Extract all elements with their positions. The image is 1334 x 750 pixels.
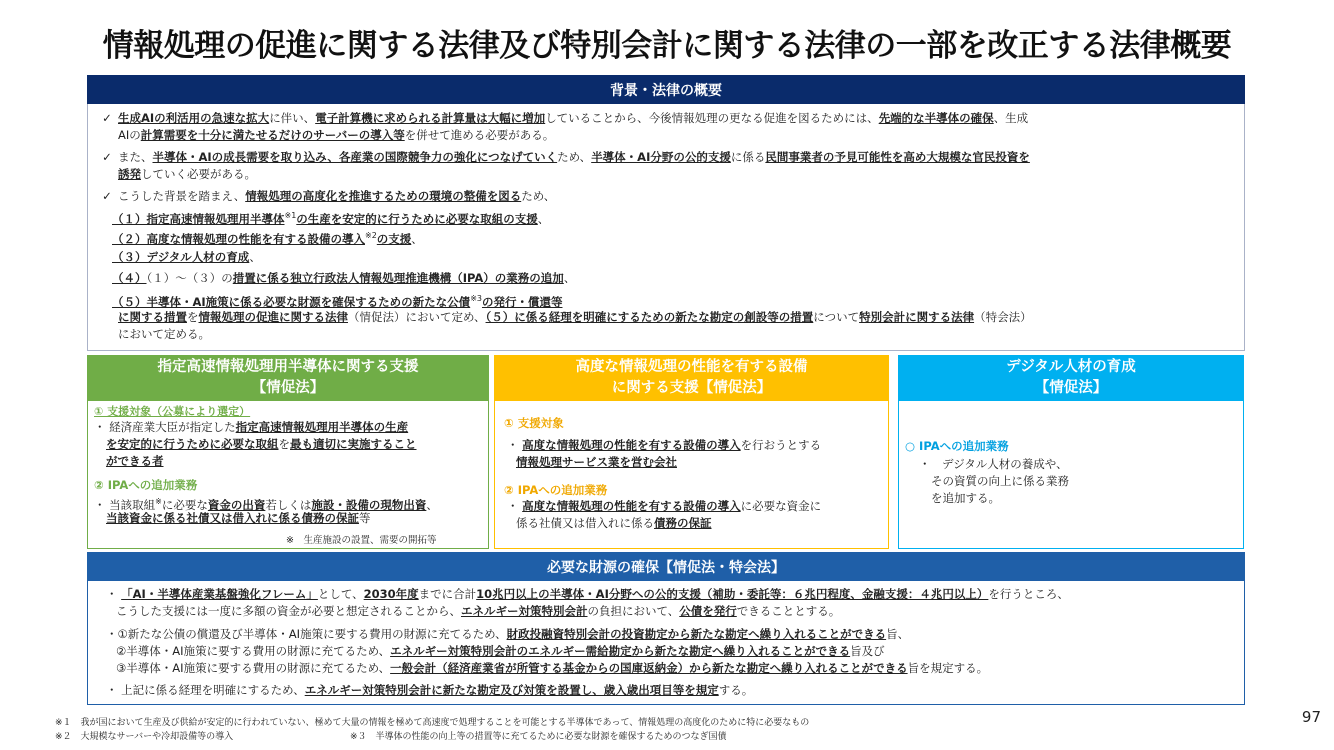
col1-header: 指定高速情報処理用半導体に関する支援 【情促法】 [87,355,489,401]
col2-sub2: ② IPAへの追加業務 [504,483,608,497]
bg-bullet-1: ✓ 生成AIの利活用の急速な拡大に伴い、電子計算機に求められる計算量は大幅に増加していることから、今後情報処理の更なる促進を図るためには、先端的な半導体の確保、生成 [96,110,1028,126]
col1-sub1: ① 支援対象（公募により選定） [94,405,251,418]
fin-p2-1: ・①新たな公債の償還及び半導体・AI施策に要する費用の財源に充てるため、財政投融資特別会計の投資勘定から新たな勘定へ繰り入れることができる旨、 [106,627,910,641]
footnote-1: ※１ 我が国において生産及び供給が安定的に行われていない、極めて大量の情報を極めて高速度で処理することを可能とする半導体であって、情報処理の高度化のために特に必要なもの [55,718,810,728]
footnote-3: ※３ 半導体の性能の向上等の措置等に充てるために必要な財源を確保するためのつなぎ国債 [350,732,727,742]
footnote-2: ※２ 大規模なサーバーや冷却設備等の導入 [55,732,234,742]
fin-p1: ・ 「AI・半導体産業基盤強化フレーム」として、2030年度までに合計10兆円以上の半導体・AI分野への公的支援（補助・委託等：６兆円程度、金融支援：４兆円以上）を行うところ、 [106,587,1069,601]
col3-sub1: ○ IPAへの追加業務 [905,439,1009,453]
col1-text2a: ・ 当該取組※に必要な資金の出資若しくは施設・設備の現物出資、 [94,497,438,512]
col2-header: 高度な情報処理の性能を有する設備 に関する支援【情促法】 [494,355,889,401]
col3-text1: ・ デジタル人材の養成や、 [919,457,1068,471]
bg-item-4: （４）（１）～（３）の措置に係る独立行政法人情報処理推進機構（IPA）の業務の追加、 [112,271,576,285]
col2-text2b: 係る社債又は借入れに係る債務の保証 [516,516,712,530]
col2-text1a: ・ 高度な情報処理の性能を有する設備の導入を行おうとする [507,438,822,452]
finance-header: 必要な財源の確保【情促法・特会法】 [87,552,1245,581]
page-number: 97 [1301,708,1321,726]
bg-bullet-2-cont: 誘発していく必要がある。 [118,167,256,181]
fin-p3: ・ 上記に係る経理を明確にするため、エネルギー対策特別会計に新たな勘定及び対策を設置し、歳入歳出項目等を規定する。 [106,683,754,697]
col1-note: ※ 生産施設の設置、需要の開拓等 [286,535,437,546]
col2-text2a: ・ 高度な情報処理の性能を有する設備の導入に必要な資金に [507,499,822,513]
check-icon: ✓ [102,189,112,203]
col3-box [898,401,1244,549]
col1-text1a: ・ 経済産業大臣が指定した指定高速情報処理用半導体の生産 [94,420,409,434]
check-icon: ✓ [102,150,112,164]
bg-item-5: （５）半導体・AI施策に係る必要な財源を確保するための新たな公債$^{※3}$の発行・償還等 [112,294,563,309]
bg-bullet-1-cont: AIの計算需要を十分に満たせるだけのサーバーの導入等を併せて進める必要がある。 [118,128,555,142]
check-icon: ✓ [102,111,112,125]
col2-box [494,401,889,549]
background-box [87,104,1245,351]
finance-box [87,581,1245,705]
col3-text3: を追加する。 [931,491,1000,505]
fin-p1-cont: こうした支援には一度に多額の資金が必要と想定されることから、エネルギー対策特別会計の負担において、公債を発行できることとする。 [116,604,841,618]
col1-sub2: ② IPAへの追加業務 [94,478,198,492]
col3-text2: その資質の向上に係る業務 [931,474,1069,488]
fin-p2-2: ②半導体・AI施策に要する費用の財源に充てるため、エネルギー対策特別会計のエネルギー需給勘定から新たな勘定へ繰り入れることができる旨及び [116,644,885,658]
col1-text1c: ができる者 [106,454,164,468]
col3-header: デジタル人材の育成 【情促法】 [898,355,1244,401]
col2-sub1: ① 支援対象 [504,416,564,430]
bg-bullet-2: ✓ また、半導体・AIの成長需要を取り込み、各産業の国際競争力の強化につなげていくため、半導体・AI分野の公的支援に係る民間事業者の予見可能性を高め大規模な官民投資を [96,149,1030,165]
bg-item-3: （３）デジタル人材の育成、 [112,250,261,264]
col1-box [87,401,489,549]
background-header: 背景・法律の概要 [87,75,1245,104]
page-title: 情報処理の促進に関する法律及び特別会計に関する法律の一部を改正する法律概要 [102,28,1232,64]
bg-bullet-3: ✓ こうした背景を踏まえ、情報処理の高度化を推進するための環境の整備を図るため、 [96,188,555,204]
bg-item-1: （１）指定高速情報処理用半導体$^{※1}$の生産を安定的に行うために必要な取組の支援、 [112,211,550,226]
col1-text1b: を安定的に行うために必要な取組を最も適切に実施すること [106,437,417,451]
col2-text1b: 情報処理サービス業を営む会社 [516,455,677,469]
bg-last-line: に関する措置を情報処理の促進に関する法律（情促法）において定め、（５）に係る経理を明確にするための新たな勘定の創設等の措置について特別会計に関する法律（特会法） [118,310,1032,324]
fin-p2-3: ③半導体・AI施策に要する費用の財源に充てるため、一般会計（経済産業省が所管する基金からの国庫返納金）から新たな勘定へ繰り入れることができる旨を規定する。 [116,661,989,675]
bg-last-line-cont: において定める。 [118,327,210,341]
bg-item-2: （２）高度な情報処理の性能を有する設備の導入$^{※2}$の支援、 [112,231,423,246]
col1-text2b: 当該資金に係る社債又は借入れに係る債務の保証等 [106,511,371,525]
